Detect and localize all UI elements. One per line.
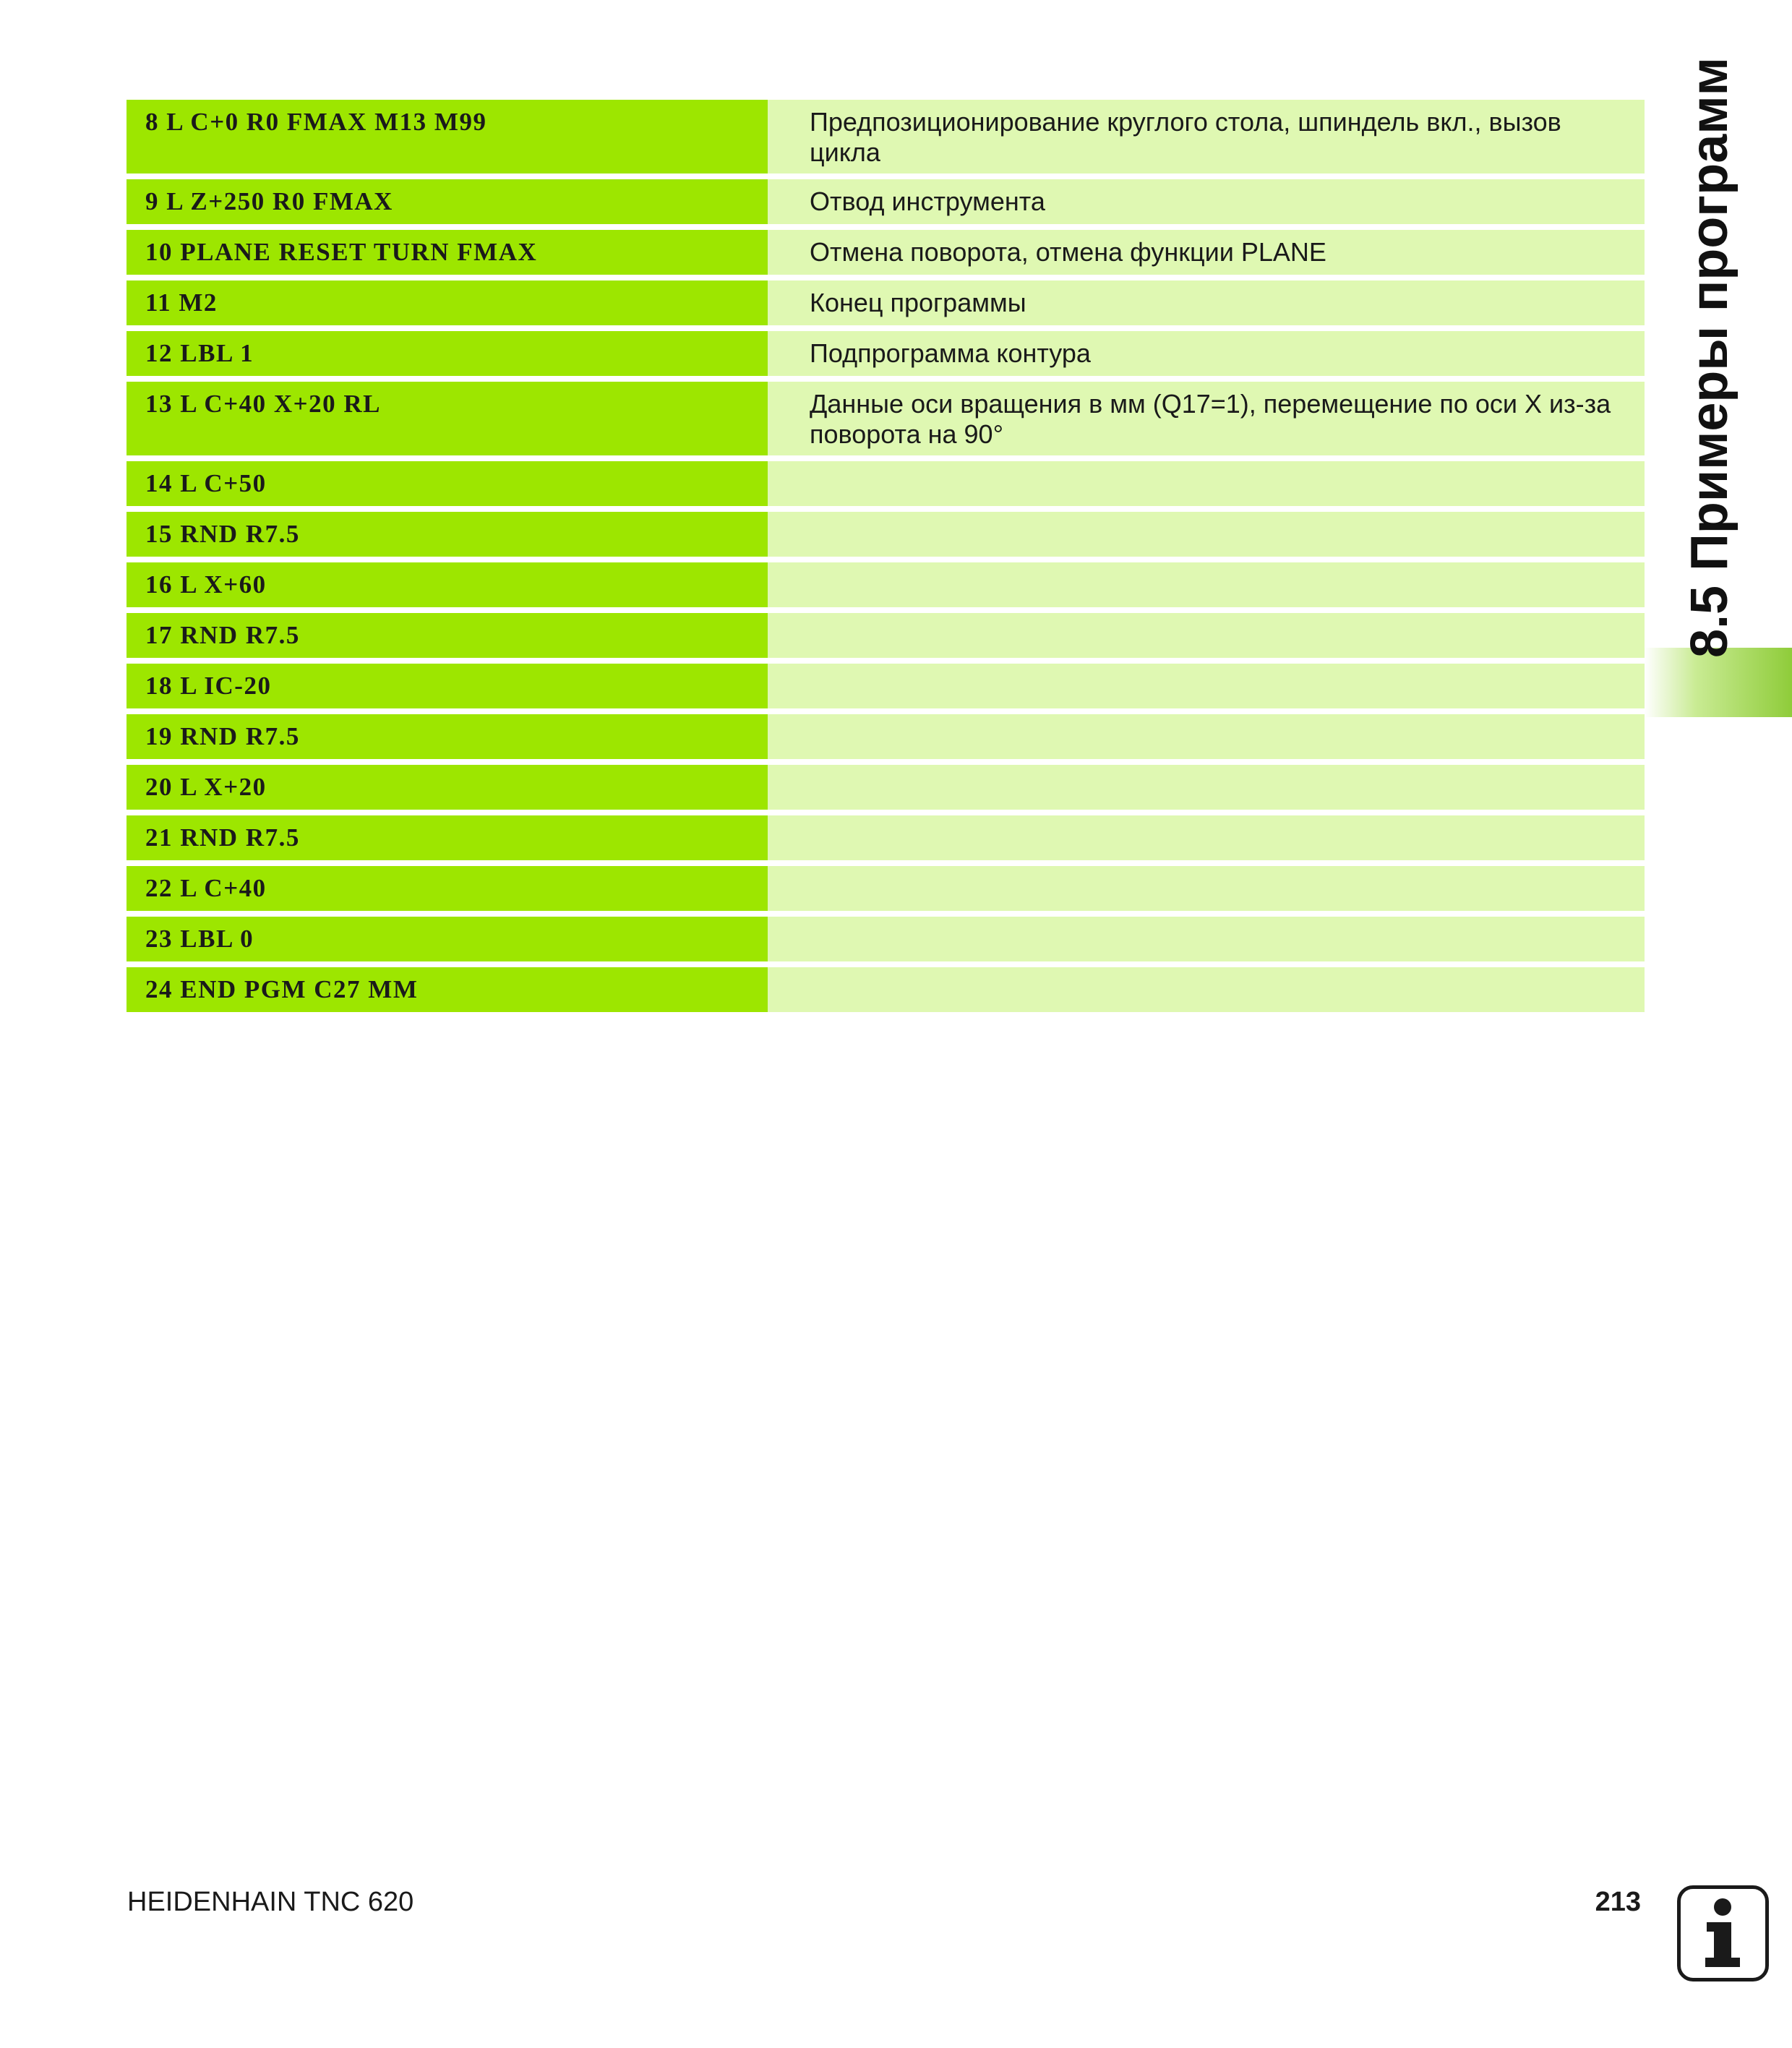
nc-block-comment: Отвод инструмента [768,179,1645,224]
nc-block-code: 24 END PGM C27 MM [127,967,768,1012]
footer-product-name: HEIDENHAIN TNC 620 [127,1887,414,1917]
table-row [127,917,1645,961]
table-row [127,280,1645,325]
nc-block-comment [768,815,1645,860]
nc-block-comment: Данные оси вращения в мм (Q17=1), перемещение по оси X из-за поворота на 90° [768,382,1645,455]
nc-block-comment: Конец программы [768,280,1645,325]
nc-block-code: 12 LBL 1 [127,331,768,376]
nc-block-comment [768,562,1645,607]
nc-block-comment [768,917,1645,961]
nc-block-comment [768,714,1645,759]
nc-block-code: 20 L X+20 [127,765,768,810]
nc-block-comment [768,512,1645,557]
table-row [127,815,1645,860]
table-row [127,613,1645,658]
nc-block-comment: Предпозиционирование круглого стола, шпиндель вкл., вызов цикла [768,100,1645,173]
page-number: 213 [1595,1887,1641,1917]
info-icon [1677,1885,1769,1981]
nc-block-comment [768,613,1645,658]
table-row [127,100,1645,173]
nc-block-code: 18 L IC-20 [127,664,768,708]
nc-block-code: 15 RND R7.5 [127,512,768,557]
section-tab-marker [1645,648,1792,717]
nc-block-code: 8 L C+0 R0 FMAX M13 M99 [127,100,768,173]
nc-block-comment: Подпрограмма контура [768,331,1645,376]
nc-block-code: 9 L Z+250 R0 FMAX [127,179,768,224]
table-row [127,562,1645,607]
table-row [127,230,1645,275]
nc-block-comment [768,866,1645,911]
nc-block-comment: Отмена поворота, отмена функции PLANE [768,230,1645,275]
table-row [127,382,1645,455]
nc-block-code: 16 L X+60 [127,562,768,607]
nc-block-comment [768,664,1645,708]
nc-block-code: 22 L C+40 [127,866,768,911]
nc-block-code: 19 RND R7.5 [127,714,768,759]
nc-block-code: 11 M2 [127,280,768,325]
section-title: 8.5 Примеры программ [1681,57,1739,658]
nc-block-comment [768,461,1645,506]
table-row [127,967,1645,1012]
nc-block-code: 17 RND R7.5 [127,613,768,658]
nc-block-code: 13 L C+40 X+20 RL [127,382,768,455]
program-listing-table [127,94,1645,1018]
table-row [127,765,1645,810]
table-row [127,866,1645,911]
table-row [127,461,1645,506]
table-row [127,331,1645,376]
program-rows [127,100,1645,1012]
nc-block-code: 21 RND R7.5 [127,815,768,860]
table-row [127,512,1645,557]
nc-block-code: 14 L C+50 [127,461,768,506]
nc-block-code: 10 PLANE RESET TURN FMAX [127,230,768,275]
table-row [127,714,1645,759]
table-row [127,179,1645,224]
nc-block-comment [768,967,1645,1012]
nc-block-code: 23 LBL 0 [127,917,768,961]
table-row [127,664,1645,708]
nc-block-comment [768,765,1645,810]
